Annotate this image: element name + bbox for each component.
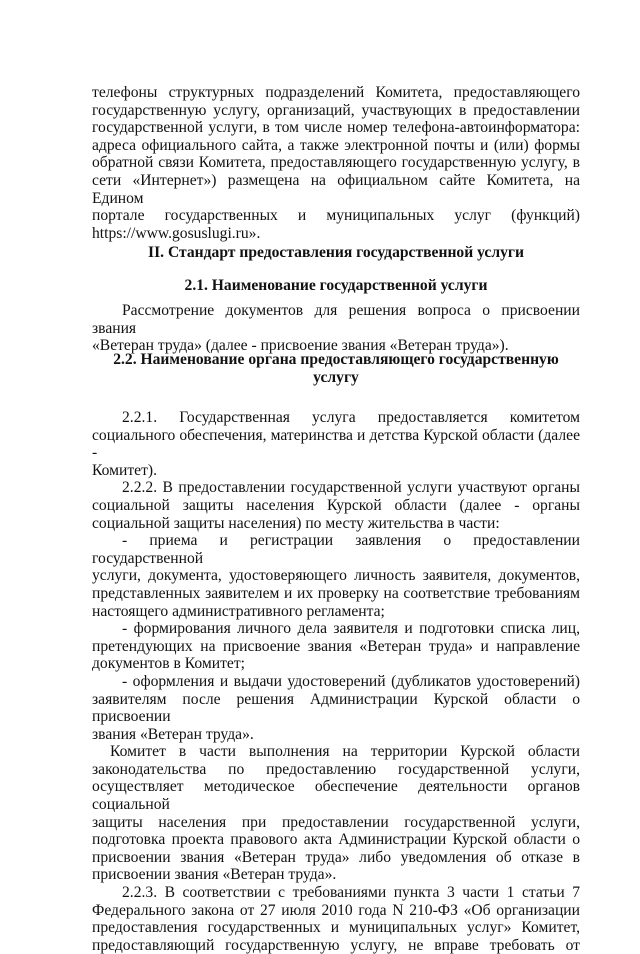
text-line: 2.2.1. Государственная услуга предоставляется комитетом	[122, 409, 580, 426]
text-line: социальной защиты населения) по месту жительства в части:	[92, 514, 500, 532]
heading-line: услугу	[313, 368, 359, 386]
heading-line: 2.2. Наименование органа предоставляющего государственную	[113, 351, 559, 368]
heading-2-1: 2.1. Наименование государственной услуги	[184, 277, 488, 294]
heading-2-2	[92, 351, 580, 386]
paragraph-2-1	[92, 302, 580, 355]
text-line: услуги, документа, удостоверяющего личность заявителя, документов,	[92, 567, 580, 585]
text-line: подготовка проекта правового акта Администрации Курской области о	[92, 831, 580, 849]
text-line: социального обеспечения, материнства и детства Курской области (далее -	[92, 426, 580, 462]
text-line: государственную услугу, организаций, участвующих в предоставлении	[92, 101, 580, 119]
text-line: звания «Ветеран труда».	[92, 725, 254, 743]
text-line: государственной услуги, в том числе номер телефона-автоинформатора:	[92, 119, 580, 137]
text-line: присвоении звания «Ветеран труда».	[92, 866, 337, 884]
section-title: II. Стандарт предоставления государственной услуги	[148, 244, 524, 261]
text-line: представленных заявителем и их проверку на соответствие требованиям	[92, 584, 580, 602]
text-line: предоставляющий государственную услугу, не вправе требовать от	[92, 936, 580, 954]
text-line: 2.2.2. В предоставлении государственной услуги участвуют органы	[122, 479, 580, 497]
text-line: - приема и регистрации заявления о предоставлении государственной	[92, 532, 580, 567]
text-line: «Ветеран труда» (далее - присвоение звания «Ветеран труда»).	[92, 337, 509, 355]
text-line: https://www.gosuslugi.ru».	[92, 224, 261, 242]
text-line: сети «Интернет») размещена на официальном сайте Комитета, на Едином	[92, 171, 580, 207]
text-line: претендующих на присвоение звания «Ветеран труда» и направление	[92, 637, 580, 655]
text-line: адреса официального сайта, а также электронной почты и (или) формы	[92, 136, 580, 154]
text-line: социальной защиты населения Курской области (далее - органы	[92, 496, 580, 514]
text-line: предоставления государственных и муниципальных услуг» Комитет,	[92, 919, 580, 937]
text-line: Комитет в части выполнения на территории Курской области	[110, 743, 580, 761]
text-line: Комитет).	[92, 461, 157, 479]
text-line: портале государственных и муниципальных услуг (функций)	[92, 207, 580, 225]
text-line: заявителям после решения Администрации Курской области о присвоении	[92, 690, 580, 726]
intro-paragraph	[92, 84, 580, 242]
text-line: обратной связи Комитета, предоставляющего государственную услугу, в	[92, 154, 580, 172]
text-line: 2.2.3. В соответствии с требованиями пункта 3 части 1 статьи 7	[122, 884, 580, 902]
text-line: - оформления и выдачи удостоверений (дубликатов удостоверений)	[122, 672, 580, 690]
text-line: законодательства по предоставлению государственной услуги,	[92, 760, 580, 778]
text-line: защиты населения при предоставлении государственной услуги,	[92, 813, 580, 831]
text-line: Федерального закона от 27 июля 2010 года N 210-ФЗ «Об организации	[92, 901, 580, 919]
text-line: - формирования личного дела заявителя и подготовки списка лиц,	[122, 620, 580, 638]
text-line: настоящего административного регламента;	[92, 602, 385, 620]
text-line: телефоны структурных подразделений Комитета, предоставляющего	[92, 84, 580, 101]
text-line: осуществляет методическое обеспечение деятельности органов социальной	[92, 778, 580, 814]
text-line: Рассмотрение документов для решения вопроса о присвоении звания	[92, 302, 580, 337]
text-line: присвоении звания «Ветеран труда» либо уведомления об отказе в	[92, 848, 580, 866]
body-text	[92, 409, 580, 954]
text-line: документов в Комитет;	[92, 655, 245, 673]
